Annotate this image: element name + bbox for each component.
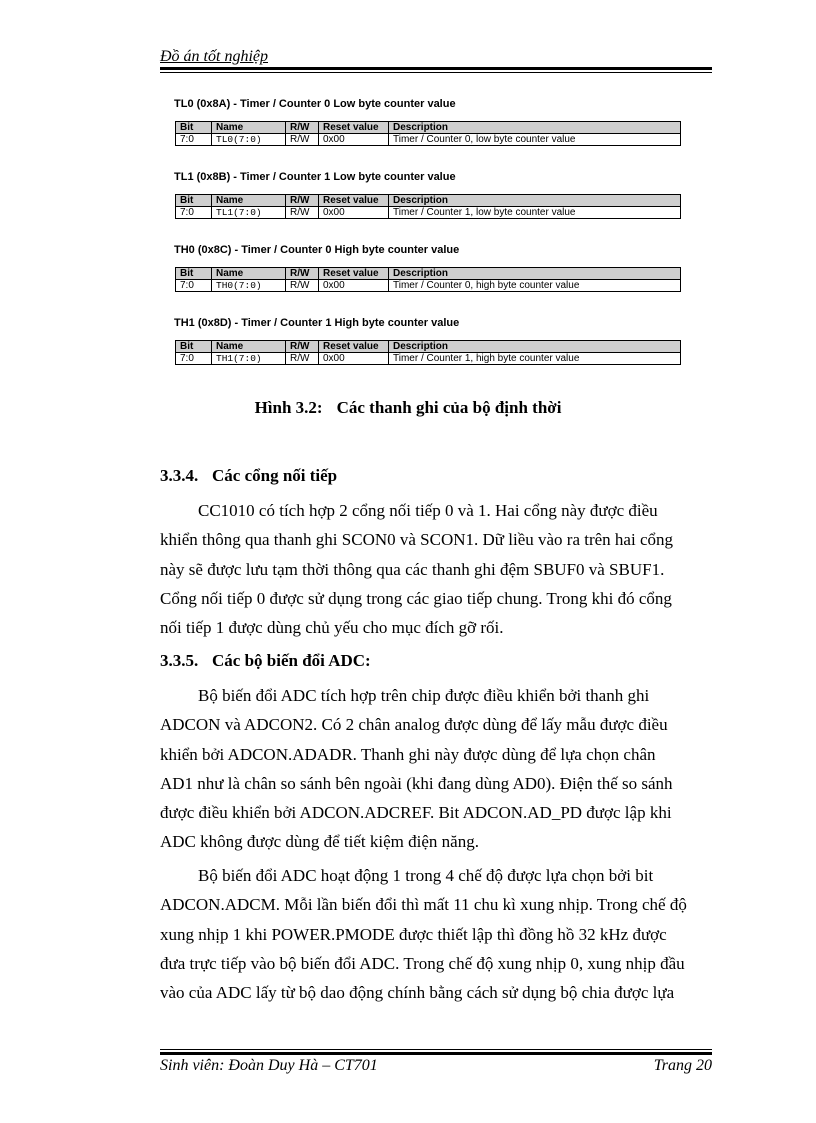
paragraph-line: ADCON.ADCM. Mỗi lần biến đổi thì mất 11 chu kì xung nhịp. Trong chế độ	[160, 895, 687, 915]
paragraph-line: nối tiếp 1 được dùng chủ yếu cho mục đích gỡ rối.	[160, 618, 504, 638]
section-title: Các bộ biến đổi ADC:	[212, 651, 371, 670]
footer-rule-thin	[160, 1049, 712, 1050]
col-bit: Bit	[176, 195, 212, 207]
col-name: Name	[212, 122, 286, 134]
cell-reset: 0x00	[319, 353, 389, 365]
register-title-th0: TH0 (0x8C) - Timer / Counter 0 High byte counter value	[174, 244, 460, 256]
col-bit: Bit	[176, 268, 212, 280]
paragraph-adc-2	[160, 861, 712, 1007]
col-name: Name	[212, 341, 286, 353]
cell-rw: R/W	[286, 353, 319, 365]
col-rw: R/W	[286, 122, 319, 134]
cell-reset: 0x00	[319, 207, 389, 219]
section-title: Các cổng nối tiếp	[212, 466, 338, 485]
cell-bit: 7:0	[176, 134, 212, 146]
table-header-row	[176, 268, 681, 280]
register-table-th0	[175, 267, 681, 292]
line-text: Bộ biến đổi ADC hoạt động 1 trong 4 chế độ được lựa chọn bởi bit	[198, 866, 654, 885]
paragraph-line: khiển bởi ADCON.ADADR. Thanh ghi này được dùng để lựa chọn chân	[160, 744, 656, 764]
col-rw: R/W	[286, 195, 319, 207]
col-bit: Bit	[176, 122, 212, 134]
paragraph-line: đưa trực tiếp vào bộ biến đổi ADC. Trong chế độ xung nhịp 0, xung nhịp đầu	[160, 953, 685, 973]
section-heading-serial	[160, 466, 337, 486]
paragraph-line: ADC không được dùng để tiết kiệm điện năng.	[160, 832, 479, 852]
cell-reset: 0x00	[319, 134, 389, 146]
cell-description: Timer / Counter 1, low byte counter value	[389, 207, 681, 219]
col-reset: Reset value	[319, 341, 389, 353]
header-rule-thin	[160, 72, 712, 73]
register-title-tl1: TL1 (0x8B) - Timer / Counter 1 Low byte counter value	[174, 171, 456, 183]
footer-student: Sinh viên: Đoàn Duy Hà – CT701	[160, 1057, 378, 1074]
cell-rw: R/W	[286, 134, 319, 146]
line-text: Bộ biến đổi ADC tích hợp trên chip được điều khiển bởi thanh ghi	[198, 686, 650, 705]
cell-name: TH1(7:0)	[212, 353, 286, 365]
figure-caption	[0, 398, 816, 418]
table-header-row	[176, 341, 681, 353]
cell-description: Timer / Counter 1, high byte counter value	[389, 353, 681, 365]
col-name: Name	[212, 268, 286, 280]
col-reset: Reset value	[319, 195, 389, 207]
paragraph-line: ADCON và ADCON2. Có 2 chân analog được dùng để lấy mẫu được điều	[160, 715, 668, 735]
paragraph-line: khiển thông qua thanh ghi SCON0 và SCON1. Dữ liều vào ra trên hai cổng	[160, 530, 673, 550]
section-heading-adc	[160, 651, 371, 671]
paragraph-line	[160, 496, 712, 525]
header-title: Đồ án tốt nghiệp	[160, 48, 268, 65]
table-header-row	[176, 122, 681, 134]
col-name: Name	[212, 195, 286, 207]
cell-bit: 7:0	[176, 207, 212, 219]
cell-description: Timer / Counter 0, low byte counter value	[389, 134, 681, 146]
cell-rw: R/W	[286, 207, 319, 219]
paragraph-line: AD1 như là chân so sánh bên ngoài (khi đang dùng AD0). Điện thế so sánh	[160, 773, 673, 793]
col-description: Description	[389, 122, 681, 134]
cell-name: TL0(7:0)	[212, 134, 286, 146]
paragraph-line: Cổng nối tiếp 0 được sử dụng trong các giao tiếp chung. Trong khi đó cổng	[160, 588, 672, 608]
section-number: 3.3.4.	[160, 466, 199, 485]
table-header-row	[176, 195, 681, 207]
paragraph-line: xung nhịp 1 khi POWER.PMODE được thiết lập thì đồng hồ 32 kHz được	[160, 924, 667, 944]
table-row	[176, 207, 681, 219]
cell-description: Timer / Counter 0, high byte counter value	[389, 280, 681, 292]
col-description: Description	[389, 195, 681, 207]
paragraph-line: này sẽ được lưu tạm thời thông qua các thanh ghi đệm SBUF0 và SBUF1.	[160, 559, 665, 579]
table-row	[176, 134, 681, 146]
table-row	[176, 280, 681, 292]
cell-name: TL1(7:0)	[212, 207, 286, 219]
page-number: Trang 20	[653, 1057, 712, 1074]
col-description: Description	[389, 268, 681, 280]
col-description: Description	[389, 341, 681, 353]
cell-name: TH0(7:0)	[212, 280, 286, 292]
cell-bit: 7:0	[176, 353, 212, 365]
col-reset: Reset value	[319, 268, 389, 280]
page-footer	[160, 1057, 712, 1075]
col-bit: Bit	[176, 341, 212, 353]
register-table-tl1	[175, 194, 681, 219]
paragraph-line	[160, 681, 712, 710]
cell-rw: R/W	[286, 280, 319, 292]
cell-reset: 0x00	[319, 280, 389, 292]
paragraph-serial	[160, 496, 712, 642]
caption-label: Hình 3.2:	[254, 398, 323, 417]
register-table-tl0	[175, 121, 681, 146]
col-rw: R/W	[286, 341, 319, 353]
table-row	[176, 353, 681, 365]
paragraph-line	[160, 861, 712, 890]
paragraph-line: vào của ADC lấy từ bộ dao động chính bằng cách sử dụng bộ chia được lựa	[160, 983, 675, 1003]
page-header	[160, 48, 268, 66]
register-table-th1	[175, 340, 681, 365]
col-reset: Reset value	[319, 122, 389, 134]
register-title-tl0: TL0 (0x8A) - Timer / Counter 0 Low byte counter value	[174, 98, 456, 110]
caption-text: Các thanh ghi của bộ định thời	[336, 398, 562, 417]
footer-rule-thick	[160, 1052, 712, 1055]
paragraph-adc-1	[160, 681, 712, 857]
cell-bit: 7:0	[176, 280, 212, 292]
register-title-th1: TH1 (0x8D) - Timer / Counter 1 High byte counter value	[174, 317, 460, 329]
line-text: CC1010 có tích hợp 2 cổng nối tiếp 0 và 1. Hai cổng này được điều	[198, 501, 658, 520]
paragraph-line: được điều khiển bởi ADCON.ADCREF. Bit ADCON.AD_PD được lập khi	[160, 803, 672, 823]
header-rule-thick	[160, 67, 712, 70]
section-number: 3.3.5.	[160, 651, 199, 670]
col-rw: R/W	[286, 268, 319, 280]
